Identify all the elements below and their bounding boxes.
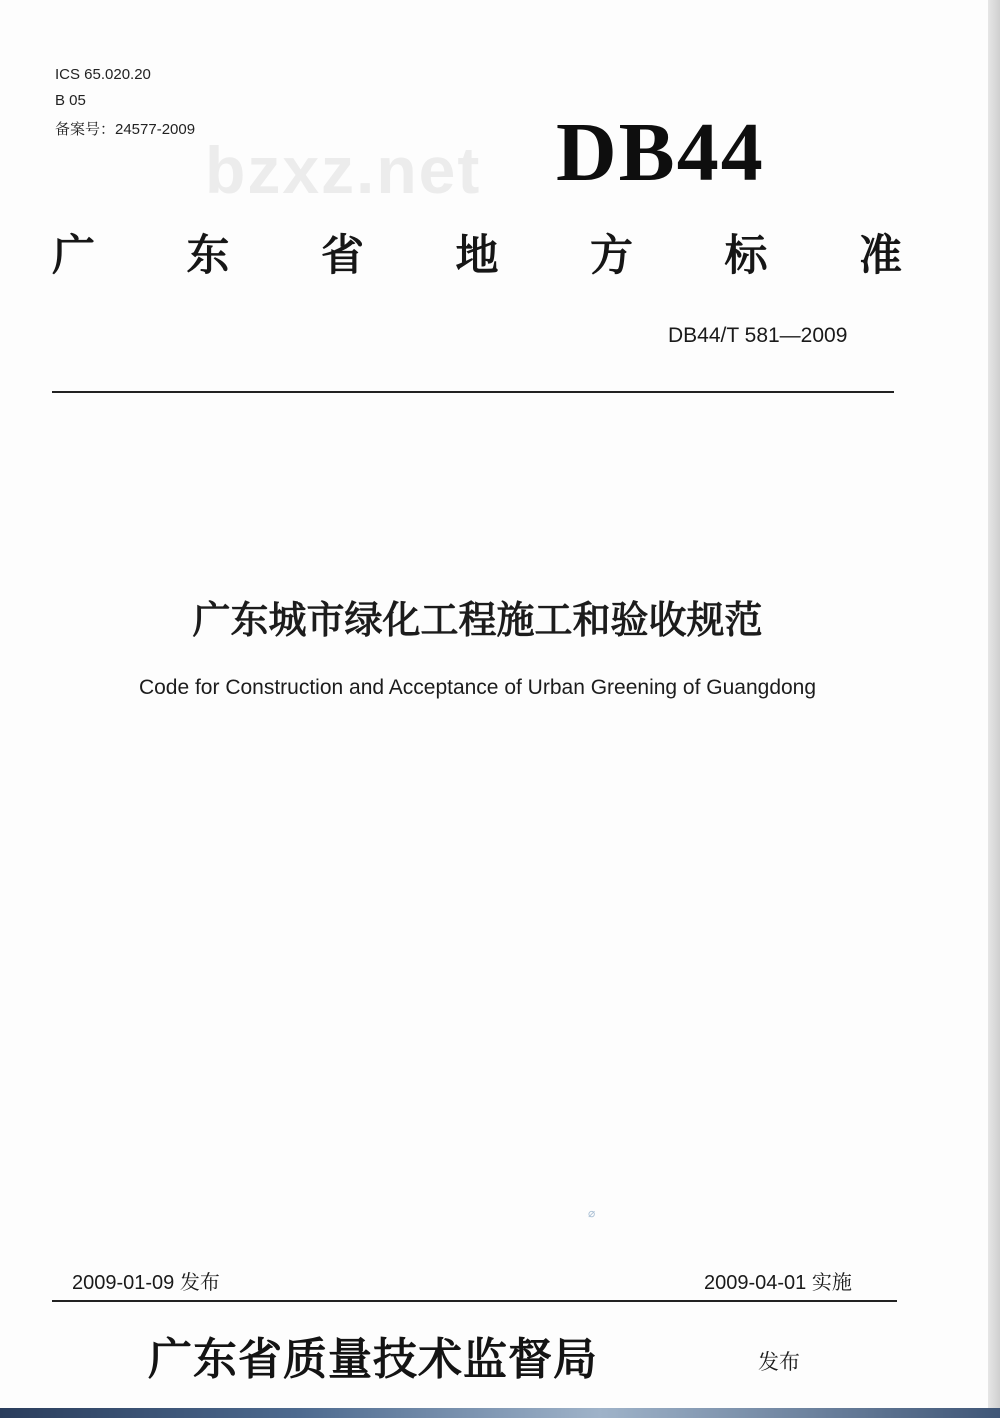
issuing-authority: 广东省质量技术监督局 xyxy=(148,1334,598,1385)
standard-type-char: 东 xyxy=(186,231,230,281)
standard-code-logo: DB44 xyxy=(556,106,765,199)
standard-type-heading xyxy=(52,226,902,286)
ics-code: ICS 65.020.20 xyxy=(55,66,151,83)
scan-mark-icon: ⌀ xyxy=(588,1206,596,1220)
implementation-date: 2009-04-01 实施 xyxy=(704,1272,852,1294)
bottom-divider xyxy=(52,1300,897,1302)
issuing-authority-suffix: 发布 xyxy=(758,1350,800,1374)
standard-type-char: 准 xyxy=(859,231,902,281)
standard-type-char: 广 xyxy=(52,231,95,281)
standard-type-char: 方 xyxy=(590,231,633,281)
issue-date: 2009-01-09 发布 xyxy=(72,1272,220,1294)
classification-code: B 05 xyxy=(55,92,86,109)
scan-bottom-edge xyxy=(0,1408,1000,1418)
record-number: 备案号：24577-2009 xyxy=(55,121,196,138)
standard-number: DB44/T 581—2009 xyxy=(668,324,848,347)
standard-type-char: 标 xyxy=(724,231,768,281)
document-title-chinese: 广东城市绿化工程施工和验收规范 xyxy=(192,598,763,642)
watermark: bzxz.net xyxy=(205,133,482,207)
standard-type-char: 地 xyxy=(455,231,499,281)
page-edge-shadow xyxy=(988,0,1000,1418)
top-divider xyxy=(52,391,894,393)
document-title-english: Code for Construction and Acceptance of Urban Greening of Guangdong xyxy=(138,676,817,699)
standard-type-char: 省 xyxy=(321,231,364,281)
